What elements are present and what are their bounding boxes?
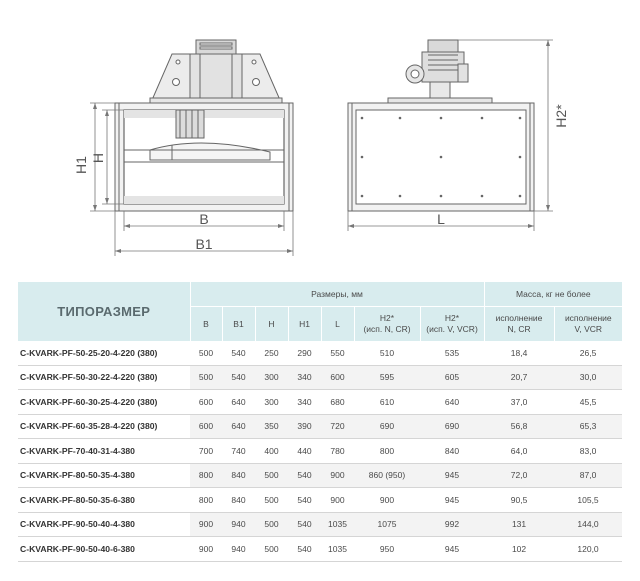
- row-value-h2v: 945: [420, 537, 484, 562]
- label-l: L: [437, 211, 445, 227]
- row-value-b1: 740: [222, 439, 255, 464]
- row-value-mv: 30,0: [554, 365, 622, 390]
- row-value-b: 800: [190, 463, 222, 488]
- row-value-mn: 20,7: [484, 365, 554, 390]
- row-value-h2v: 945: [420, 488, 484, 513]
- row-value-h2n: 900: [354, 488, 420, 513]
- col-b1: B1: [222, 307, 255, 342]
- spec-table: [18, 282, 622, 562]
- row-value-h2v: 840: [420, 439, 484, 464]
- row-value-h2v: 640: [420, 390, 484, 415]
- col-h2-n-line1: H2*: [379, 313, 395, 323]
- row-value-b: 500: [190, 341, 222, 365]
- table-row: [18, 390, 622, 415]
- row-value-l: 680: [321, 390, 354, 415]
- row-value-h1: 290: [288, 341, 321, 365]
- row-value-b: 900: [190, 537, 222, 562]
- row-value-h1: 540: [288, 537, 321, 562]
- table-row: [18, 341, 622, 365]
- row-value-h2n: 690: [354, 414, 420, 439]
- row-value-mv: 120,0: [554, 537, 622, 562]
- row-value-h: 500: [255, 488, 288, 513]
- row-value-mv: 83,0: [554, 439, 622, 464]
- row-value-mn: 56,8: [484, 414, 554, 439]
- table-body: [18, 341, 622, 561]
- row-value-h2v: 605: [420, 365, 484, 390]
- row-model: C-KVARK-PF-60-35-28-4-220 (380): [18, 414, 190, 439]
- col-l: L: [321, 307, 354, 342]
- row-model: C-KVARK-PF-90-50-40-4-380: [18, 512, 190, 537]
- row-value-b: 600: [190, 390, 222, 415]
- header-mass: Масса, кг не более: [484, 282, 622, 307]
- col-h1: H1: [288, 307, 321, 342]
- row-value-b: 900: [190, 512, 222, 537]
- label-h1: H1: [73, 156, 89, 174]
- col-b: B: [190, 307, 222, 342]
- table-row: [18, 439, 622, 464]
- row-value-l: 900: [321, 488, 354, 513]
- row-value-h2n: 510: [354, 341, 420, 365]
- row-value-b1: 640: [222, 414, 255, 439]
- row-value-l: 900: [321, 463, 354, 488]
- technical-drawing: [0, 0, 640, 270]
- row-model: C-KVARK-PF-70-40-31-4-380: [18, 439, 190, 464]
- row-model: C-KVARK-PF-80-50-35-4-380: [18, 463, 190, 488]
- row-model: C-KVARK-PF-90-50-40-6-380: [18, 537, 190, 562]
- col-h2-n-line2: (исп. N, CR): [363, 324, 411, 334]
- table-row: [18, 414, 622, 439]
- row-value-b: 500: [190, 365, 222, 390]
- row-value-h: 400: [255, 439, 288, 464]
- col-mass-v: [554, 307, 622, 342]
- row-value-mv: 87,0: [554, 463, 622, 488]
- row-value-mn: 18,4: [484, 341, 554, 365]
- row-value-b: 600: [190, 414, 222, 439]
- row-value-h2v: 535: [420, 341, 484, 365]
- row-value-h1: 540: [288, 512, 321, 537]
- row-value-mv: 105,5: [554, 488, 622, 513]
- row-value-l: 720: [321, 414, 354, 439]
- row-model: C-KVARK-PF-50-25-20-4-220 (380): [18, 341, 190, 365]
- col-h: H: [255, 307, 288, 342]
- table-row: [18, 488, 622, 513]
- table-row: [18, 512, 622, 537]
- row-value-h2n: 595: [354, 365, 420, 390]
- row-value-mn: 131: [484, 512, 554, 537]
- row-value-h: 250: [255, 341, 288, 365]
- row-value-h: 300: [255, 365, 288, 390]
- label-h: H: [90, 152, 106, 164]
- label-h2: H2*: [553, 104, 569, 128]
- row-value-mn: 102: [484, 537, 554, 562]
- row-value-h: 500: [255, 512, 288, 537]
- col-h2-v-line1: H2*: [444, 313, 460, 323]
- row-value-mv: 45,5: [554, 390, 622, 415]
- row-value-h2n: 950: [354, 537, 420, 562]
- row-value-h2n: 860 (950): [354, 463, 420, 488]
- row-value-mv: 26,5: [554, 341, 622, 365]
- row-value-l: 1035: [321, 537, 354, 562]
- row-model: C-KVARK-PF-60-30-25-4-220 (380): [18, 390, 190, 415]
- row-value-b1: 540: [222, 341, 255, 365]
- col-mass-n: [484, 307, 554, 342]
- row-value-b1: 840: [222, 488, 255, 513]
- table-row: [18, 463, 622, 488]
- label-b: B: [199, 211, 209, 227]
- row-value-l: 780: [321, 439, 354, 464]
- row-value-b: 800: [190, 488, 222, 513]
- row-value-mv: 65,3: [554, 414, 622, 439]
- row-value-h: 350: [255, 414, 288, 439]
- row-value-mn: 64,0: [484, 439, 554, 464]
- col-mass-n-line2: N, CR: [507, 324, 531, 334]
- row-value-b1: 540: [222, 365, 255, 390]
- row-value-h2v: 945: [420, 463, 484, 488]
- row-value-h1: 540: [288, 463, 321, 488]
- row-value-h: 500: [255, 537, 288, 562]
- table-row: [18, 537, 622, 562]
- row-value-l: 1035: [321, 512, 354, 537]
- col-mass-n-line1: исполнение: [495, 313, 543, 323]
- row-value-l: 550: [321, 341, 354, 365]
- row-value-b1: 940: [222, 512, 255, 537]
- row-value-b1: 940: [222, 537, 255, 562]
- col-h2-v: [420, 307, 484, 342]
- row-value-h1: 390: [288, 414, 321, 439]
- row-value-b: 700: [190, 439, 222, 464]
- label-b1: B1: [195, 236, 213, 252]
- side-view: [348, 40, 534, 211]
- row-value-h2n: 1075: [354, 512, 420, 537]
- table-row: [18, 365, 622, 390]
- front-view: [115, 40, 293, 211]
- row-value-mn: 72,0: [484, 463, 554, 488]
- row-value-h1: 340: [288, 365, 321, 390]
- col-h2-n: [354, 307, 420, 342]
- row-value-mn: 90,5: [484, 488, 554, 513]
- row-value-b1: 840: [222, 463, 255, 488]
- row-model: C-KVARK-PF-50-30-22-4-220 (380): [18, 365, 190, 390]
- table-title: ТИПОРАЗМЕР: [18, 282, 190, 341]
- row-value-h2v: 992: [420, 512, 484, 537]
- row-value-h: 300: [255, 390, 288, 415]
- row-value-h1: 440: [288, 439, 321, 464]
- row-value-h1: 340: [288, 390, 321, 415]
- row-value-mn: 37,0: [484, 390, 554, 415]
- row-value-mv: 144,0: [554, 512, 622, 537]
- header-sizes: Размеры, мм: [190, 282, 484, 307]
- row-value-l: 600: [321, 365, 354, 390]
- row-value-h1: 540: [288, 488, 321, 513]
- row-value-h2n: 610: [354, 390, 420, 415]
- col-h2-v-line2: (исп. V, VCR): [426, 324, 478, 334]
- row-value-h2n: 800: [354, 439, 420, 464]
- row-value-h2v: 690: [420, 414, 484, 439]
- col-mass-v-line2: V, VCR: [574, 324, 603, 334]
- row-value-b1: 640: [222, 390, 255, 415]
- row-value-h: 500: [255, 463, 288, 488]
- row-model: C-KVARK-PF-80-50-35-6-380: [18, 488, 190, 513]
- col-mass-v-line1: исполнение: [564, 313, 612, 323]
